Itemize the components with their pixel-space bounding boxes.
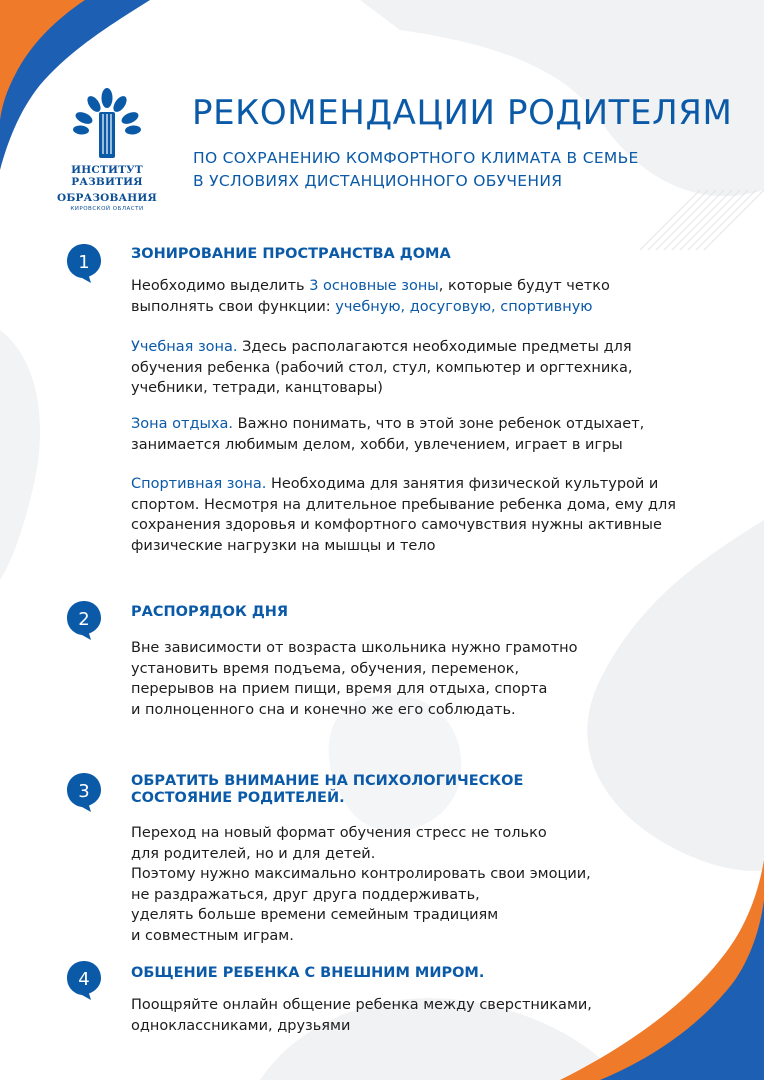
badge-number: 3: [78, 781, 90, 802]
text: , которые будут четко: [438, 278, 610, 294]
tree-emblem-icon: [72, 88, 142, 160]
number-badge-4: [66, 960, 102, 1000]
highlight-zone-list: учебную, досуговую, спортивную: [335, 298, 593, 315]
study-zone-paragraph: [131, 337, 751, 399]
badge-number: 4: [78, 969, 90, 990]
text-line: и полноценного сна и конечно же его соблюдать.: [131, 701, 516, 718]
text-line: установить время подъема, обучения, переменок,: [131, 660, 520, 677]
parents-paragraph: [131, 823, 751, 946]
sport-zone-paragraph: [131, 474, 751, 556]
section-heading: ОБЩЕНИЕ РЕБЕНКА С ВНЕШНИМ МИРОМ.: [131, 965, 485, 981]
text-line: Поэтому нужно максимально контролировать свои эмоции,: [131, 866, 591, 882]
text-line: Переход на новый формат обучения стресс не только: [131, 825, 547, 841]
page-title: РЕКОМЕНДАЦИИ РОДИТЕЛЯМ: [192, 93, 733, 133]
text: Необходимо выделить: [131, 278, 310, 294]
highlight-three-zones: 3 основные зоны: [309, 278, 439, 294]
institute-logo: [48, 88, 166, 212]
heading-line-1: ОБРАТИТЬ ВНИМАНИЕ НА ПСИХОЛОГИЧЕСКОЕ: [131, 773, 524, 789]
logo-name-line2: ОБРАЗОВАНИЯ: [56, 192, 157, 204]
text: Здесь располагаются необходимые предметы для: [237, 339, 632, 355]
text-line: одноклассниками, друзьями: [131, 1017, 351, 1034]
text-line: спортом. Несмотря на длительное пребывание ребенка дома, ему для: [131, 496, 676, 513]
zones-intro: [131, 276, 751, 317]
text-line: и совместным играм.: [131, 927, 294, 944]
text-line: Вне зависимости от возраста школьника нужно грамотно: [131, 640, 578, 656]
rest-zone-paragraph: [131, 414, 751, 455]
text-line: Поощряйте онлайн общение ребенка между сверстниками,: [131, 997, 592, 1013]
number-badge-3: [66, 772, 102, 812]
logo-name-line1: ИНСТИТУТ РАЗВИТИЯ: [71, 164, 143, 188]
subtitle-line-2: В УСЛОВИЯХ ДИСТАНЦИОННОГО ОБУЧЕНИЯ: [193, 172, 563, 190]
text-line: не раздражаться, друг друга поддерживать,: [131, 886, 480, 903]
subtitle-line-1: ПО СОХРАНЕНИЮ КОМФОРТНОГО КЛИМАТА В СЕМЬЕ: [193, 149, 639, 167]
text-line: физические нагрузки на мышцы и тело: [131, 537, 436, 554]
section-heading: РАСПОРЯДОК ДНЯ: [131, 604, 289, 620]
text: Важно понимать, что в этой зоне ребенок отдыхает,: [233, 416, 645, 432]
sport-zone-label: Спортивная зона.: [131, 476, 267, 492]
routine-paragraph: [131, 638, 751, 720]
badge-number: 2: [78, 609, 90, 630]
text-line: сохранения здоровья и комфортного самочувствия нужны активные: [131, 517, 662, 533]
number-badge-2: [66, 600, 102, 640]
section-heading: [131, 773, 651, 807]
logo-region: КИРОВСКОЙ ОБЛАСТИ: [70, 206, 144, 212]
text-line: перерывов на прием пищи, время для отдыха, спорта: [131, 681, 548, 697]
text: Необходима для занятия физической культурой и: [266, 476, 659, 492]
section-heading: ЗОНИРОВАНИЕ ПРОСТРАНСТВА ДОМА: [131, 246, 451, 262]
heading-line-2: СОСТОЯНИЕ РОДИТЕЛЕЙ.: [131, 790, 345, 806]
text-line: обучения ребенка (рабочий стол, стул, компьютер и оргтехника,: [131, 359, 633, 376]
page-subtitle: [193, 147, 713, 193]
text-line: уделять больше времени семейным традициям: [131, 907, 499, 923]
text: выполнять свои функции:: [131, 298, 336, 315]
text-line: учебники, тетради, канцтовары): [131, 380, 383, 396]
rest-zone-label: Зона отдыха.: [131, 416, 234, 432]
number-badge-1: [66, 243, 102, 283]
communication-paragraph: [131, 995, 751, 1036]
study-zone-label: Учебная зона.: [131, 339, 238, 355]
text-line: для родителей, но и для детей.: [131, 845, 376, 862]
text-line: занимается любимым делом, хобби, увлечением, играет в игры: [131, 436, 623, 453]
badge-number: 1: [78, 252, 90, 273]
